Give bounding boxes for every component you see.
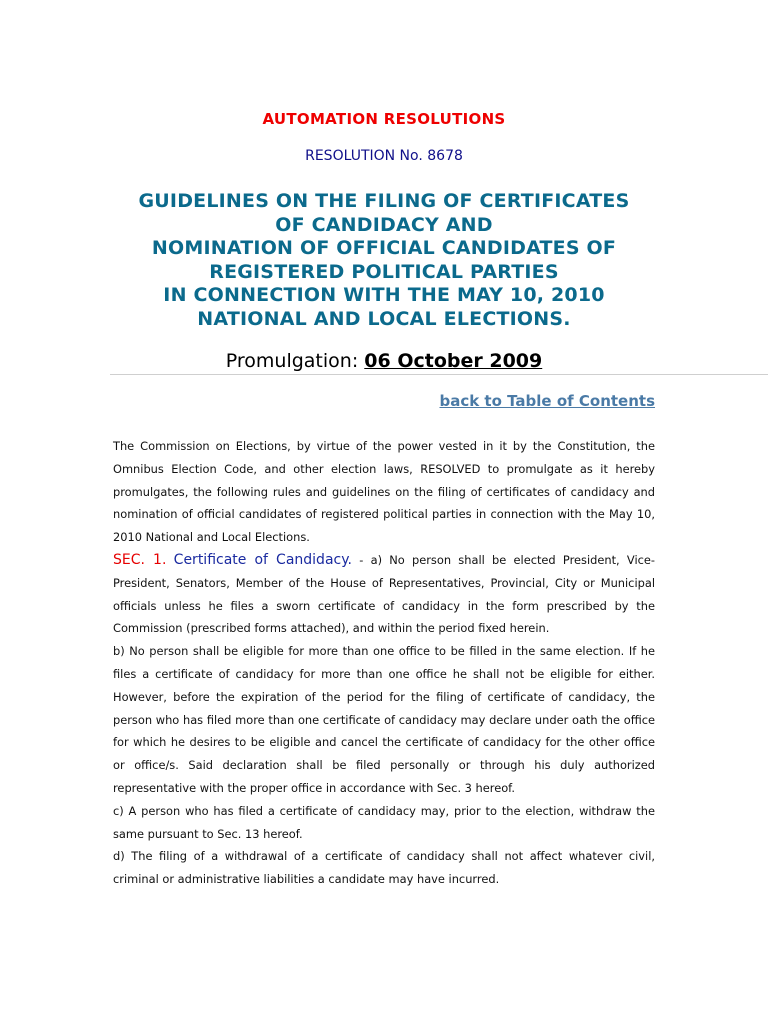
category-heading: AUTOMATION RESOLUTIONS <box>262 110 506 128</box>
section-text-a: - a) No person shall be elected President, Vice-President, Senators, Member of the House of Representatives, Provincial, City or Municipal officials unless he files a sworn certificate of candidacy in the form prescribed by the Commission (prescribed forms attached), and within the period fixed herein. <box>113 552 656 636</box>
back-to-toc-link[interactable]: back to Table of Contents <box>439 392 655 410</box>
promulgation-line <box>0 350 768 372</box>
title-line: REGISTERED POLITICAL PARTIES <box>209 260 559 283</box>
promulgation-date: 06 October 2009 <box>364 350 543 372</box>
title-line: OF CANDIDACY AND <box>275 213 493 236</box>
intro-paragraph: The Commission on Elections, by virtue of the power vested in it by the Constitution, the Omnibus Election Code, and other election laws, RESOLVED to promulgate as it hereby promulgates, the following rules and guidelines on the filing of certificates of candidacy and nomination of official candidates of registered political parties in connection with the May 10, 2010 National and Local Elections. <box>113 439 655 545</box>
section-1-paragraph-b: b) No person shall be eligible for more than one office to be filled in the same election. If he files a certificate of candidacy for more than one office he shall not be eligible for either. However, before the expiration of the period for the filing of certificate of candidacy, the person who has filed more than one certificate of candidacy may declare under oath the office for which he desires to be eligible and cancel the certificate of candidacy for the other office or office/s. Said declaration shall be filed personally or through his duly authorized representative with the proper office in accordance with Sec. 3 hereof. <box>113 644 655 795</box>
section-1-paragraph-c: c) A person who has filed a certificate of candidacy may, prior to the election, withdraw the same pursuant to Sec. 13 hereof. <box>113 803 655 841</box>
section-1-paragraph-a <box>113 549 655 640</box>
title-line: IN CONNECTION WITH THE MAY 10, 2010 <box>163 284 605 306</box>
section-title: Certificate of Candidacy. <box>173 551 352 568</box>
section-number: SEC. 1. <box>113 551 167 568</box>
section-1-paragraph-d: d) The filing of a withdrawal of a certificate of candidacy shall not affect whatever civil, criminal or administrative liabilities a candidate may have incurred. <box>113 849 655 887</box>
resolution-number: RESOLUTION No. 8678 <box>305 148 463 164</box>
title-line: NATIONAL AND LOCAL ELECTIONS. <box>197 307 571 330</box>
promulgation-label: Promulgation: <box>225 350 365 372</box>
horizontal-divider <box>110 374 768 375</box>
title-line: GUIDELINES ON THE FILING OF CERTIFICATES <box>138 190 630 212</box>
document-body <box>113 435 655 891</box>
title-line: NOMINATION OF OFFICIAL CANDIDATES OF <box>151 237 617 259</box>
page-title <box>84 190 684 331</box>
